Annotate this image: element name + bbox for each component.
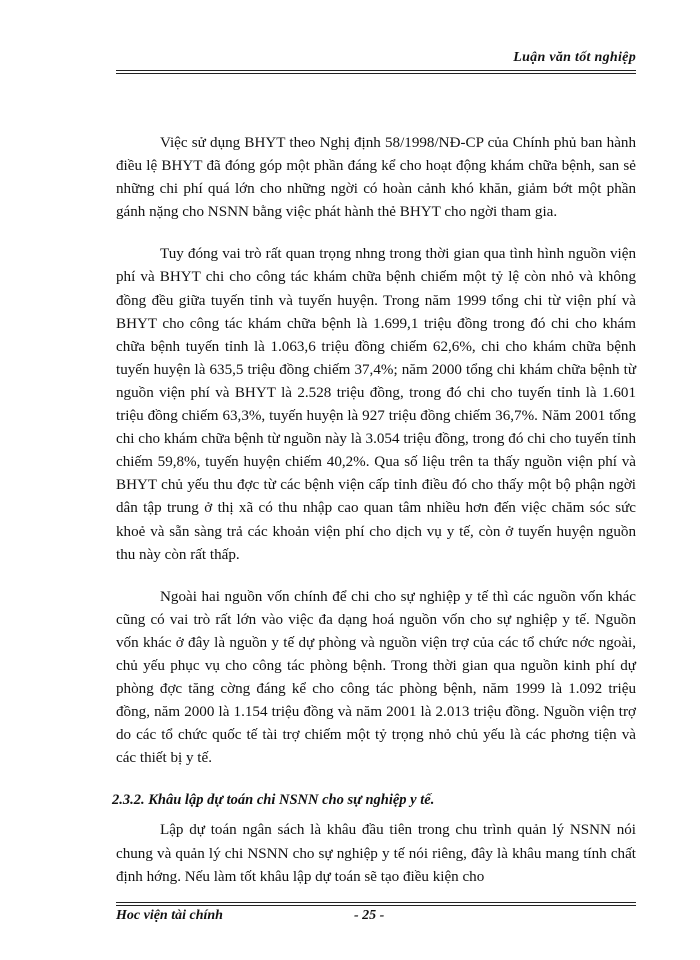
running-header: Luận văn tốt nghiệp [513, 50, 636, 65]
page-body [112, 132, 636, 908]
page-number: - 25 - [354, 908, 385, 923]
header-rule-secondary [116, 73, 636, 74]
paragraph-budget-planning: Lập dự toán ngân sách là khâu đầu tiên trong chu trình quản lý NSNN nói chung và quản lý chi NSNN cho sự nghiệp y tế nói riêng, đây là khâu mang tính chất định hớng. Nếu làm tốt khâu lập dự toán sẽ tạo điều kiện cho [116, 822, 636, 885]
footer-rule-secondary [116, 905, 636, 906]
paragraph-hospital-fees: Tuy đóng vai trò rất quan trọng nhng trong thời gian qua tình hình nguồn viện phí và BHYT chi cho công tác khám chữa bệnh chiếm một tỷ lệ còn nhỏ và không đồng đều giữa tuyến tỉnh và tuyến huyện. Trong năm 1999 tổng chi từ viện phí và BHYT cho công tác khám chữa bệnh là 1.699,1 triệu đồng trong đó chi cho khám chữa bệnh tuyến tỉnh là 1.063,6 triệu đồng chiếm 62,6%, chi cho khám chữa bệnh tuyến huyện là 635,5 triệu đồng chiếm 37,4%; năm 2000 tổng chi khám chữa bệnh từ nguồn viện phí và BHYT là 2.528 triệu đồng, trong đó chi cho tuyến tỉnh là 1.601 triệu đồng chiếm 63,3%, tuyến huyện là 927 triệu đồng chiếm 36,7%. Năm 2001 tổng chi cho khám chữa bệnh từ nguồn này là 3.054 triệu đồng, trong đó chi cho tuyến tỉnh chiếm 59,8%, tuyến huyện chiếm 40,2%. Qua số liệu trên ta thấy nguồn viện phí và BHYT chủ yếu thu đợc từ các bệnh viện cấp tỉnh điều đó cho thấy một bộ phận ngời dân tập trung ở thị xã có thu nhập cao quan tâm nhiều hơn đến việc chăm sóc sức khoẻ và sẵn sàng trả các khoản viện phí cho dịch vụ y tế, còn ở tuyến huyện nguồn thu này còn rất thấp. [116, 246, 636, 563]
section-heading: 2.3.2. Khâu lập dự toán chi NSNN cho sự nghiệp y tế. [112, 792, 435, 809]
paragraph-bhyt-decree: Việc sử dụng BHYT theo Nghị định 58/1998/NĐ-CP của Chính phủ ban hành điều lệ BHYT đã đóng góp một phần đáng kể cho hoạt động khám chữa bệnh, san sẻ những chi phí quá lớn cho những ngời có hoàn cảnh khó khăn, giảm bớt một phần gánh nặng cho NSNN bằng việc phát hành thẻ BHYT cho ngời tham gia. [116, 135, 636, 221]
header-rule [116, 70, 636, 71]
footer-rule [116, 902, 636, 903]
footer-institution: Hoc viện tài chính [116, 908, 223, 923]
paragraph-other-sources: Ngoài hai nguồn vốn chính để chi cho sự nghiệp y tế thì các nguồn vốn khác cũng có vai trò rất lớn vào việc đa dạng hoá nguồn vốn cho sự nghiệp y tế. Nguồn vốn khác ở đây là nguồn y tế dự phòng và nguồn viện trợ của các tổ chức nớc ngoài, chủ yếu phục vụ cho công tác phòng bệnh. Trong thời gian qua nguồn kinh phí dự phòng đợc tăng cờng đáng kể cho công tác phòng bệnh, năm 1999 là 1.092 triệu đồng, năm 2000 là 1.154 triệu đồng và năm 2001 là 2.013 triệu đồng. Nguồn viện trợ do các tổ chức quốc tế tài trợ chiếm một tỷ trọng nhỏ chủ yếu là các phơng tiện và các thiết bị y tế. [116, 588, 636, 767]
